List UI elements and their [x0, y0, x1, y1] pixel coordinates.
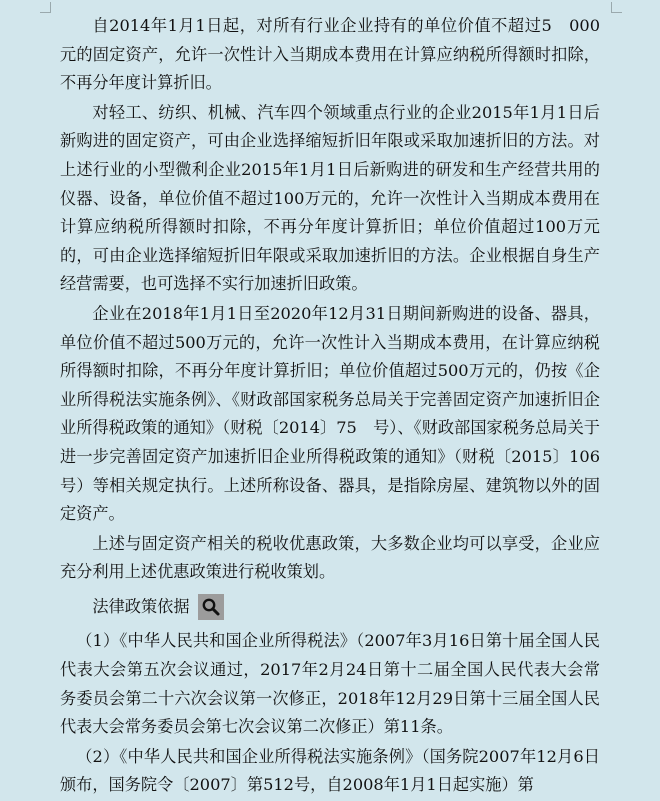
law-basis-label: 法律政策依据 [92, 596, 190, 616]
page-corner-mark-right [611, 2, 622, 13]
search-icon-button[interactable] [198, 594, 224, 620]
paragraph-2: 对轻工、纺织、机械、汽车四个领域重点行业的企业2015年1月1日后新购进的固定资产，可由企业选择缩短折旧年限或采取加速折旧的方法。对上述行业的小型微利企业2015年1月1日后新购进的研发和生产经营共用的仪器、设备，单位价值不超过100万元的，允许一次性计入当期成本费用在计算应纳税所得额时扣除，不再分年度计算折旧；单位价值超过100万元的，可由企业选择缩短折旧年限或采取加速折旧的方法。企业根据自身生产经营需要，也可选择不实行加速折旧政策。 [60, 102, 600, 294]
paragraph-4: 上述与固定资产相关的税收优惠政策，大多数企业均可以享受，企业应充分利用上述优惠政策进行税收策划。 [60, 533, 600, 582]
paragraph-3: 企业在2018年1月1日至2020年12月31日期间新购进的设备、器具，单位价值不超过500万元的，允许一次性计入当期成本费用，在计算应纳税所得额时扣除，不再分年度计算折旧；单位价值超过500万元的，仍按《企业所得税法实施条例》、《财政部国家税务总局关于完善固定资产加速折旧企业所得税政策的通知》（财税〔2014〕75 号）、《财政部国家税务总局关于进一步完善固定资产加速折旧企业所得税政策的通知》（财税〔2015〕106号）等相关规定执行。上述所称设备、器具，是指除房屋、建筑物以外的固定资产。 [60, 303, 600, 524]
search-icon [201, 597, 221, 617]
law-item-2: （2）《中华人民共和国企业所得税法实施条例》（国务院2007年12月6日颁布，国务院令〔2007〕第512号，自2008年1月1日起实施）第 [60, 746, 600, 795]
paragraph-1: 自2014年1月1日起，对所有行业企业持有的单位价值不超过5 000元的固定资产，允许一次性计入当期成本费用在计算应纳税所得额时扣除，不再分年度计算折旧。 [60, 16, 600, 93]
page-corner-mark-left [40, 2, 51, 13]
law-list [60, 627, 600, 800]
law-basis-heading [60, 593, 600, 622]
law-item-1: （1）《中华人民共和国企业所得税法》（2007年3月16日第十届全国人民代表大会第五次会议通过，2017年2月24日第十二届全国人民代表大会常务委员会第二十六次会议第一次修正，2018年12月29日第十三届全国人民代表大会常务委员会第七次会议第二次修正）第11条。 [60, 631, 600, 737]
document-body [60, 12, 600, 801]
